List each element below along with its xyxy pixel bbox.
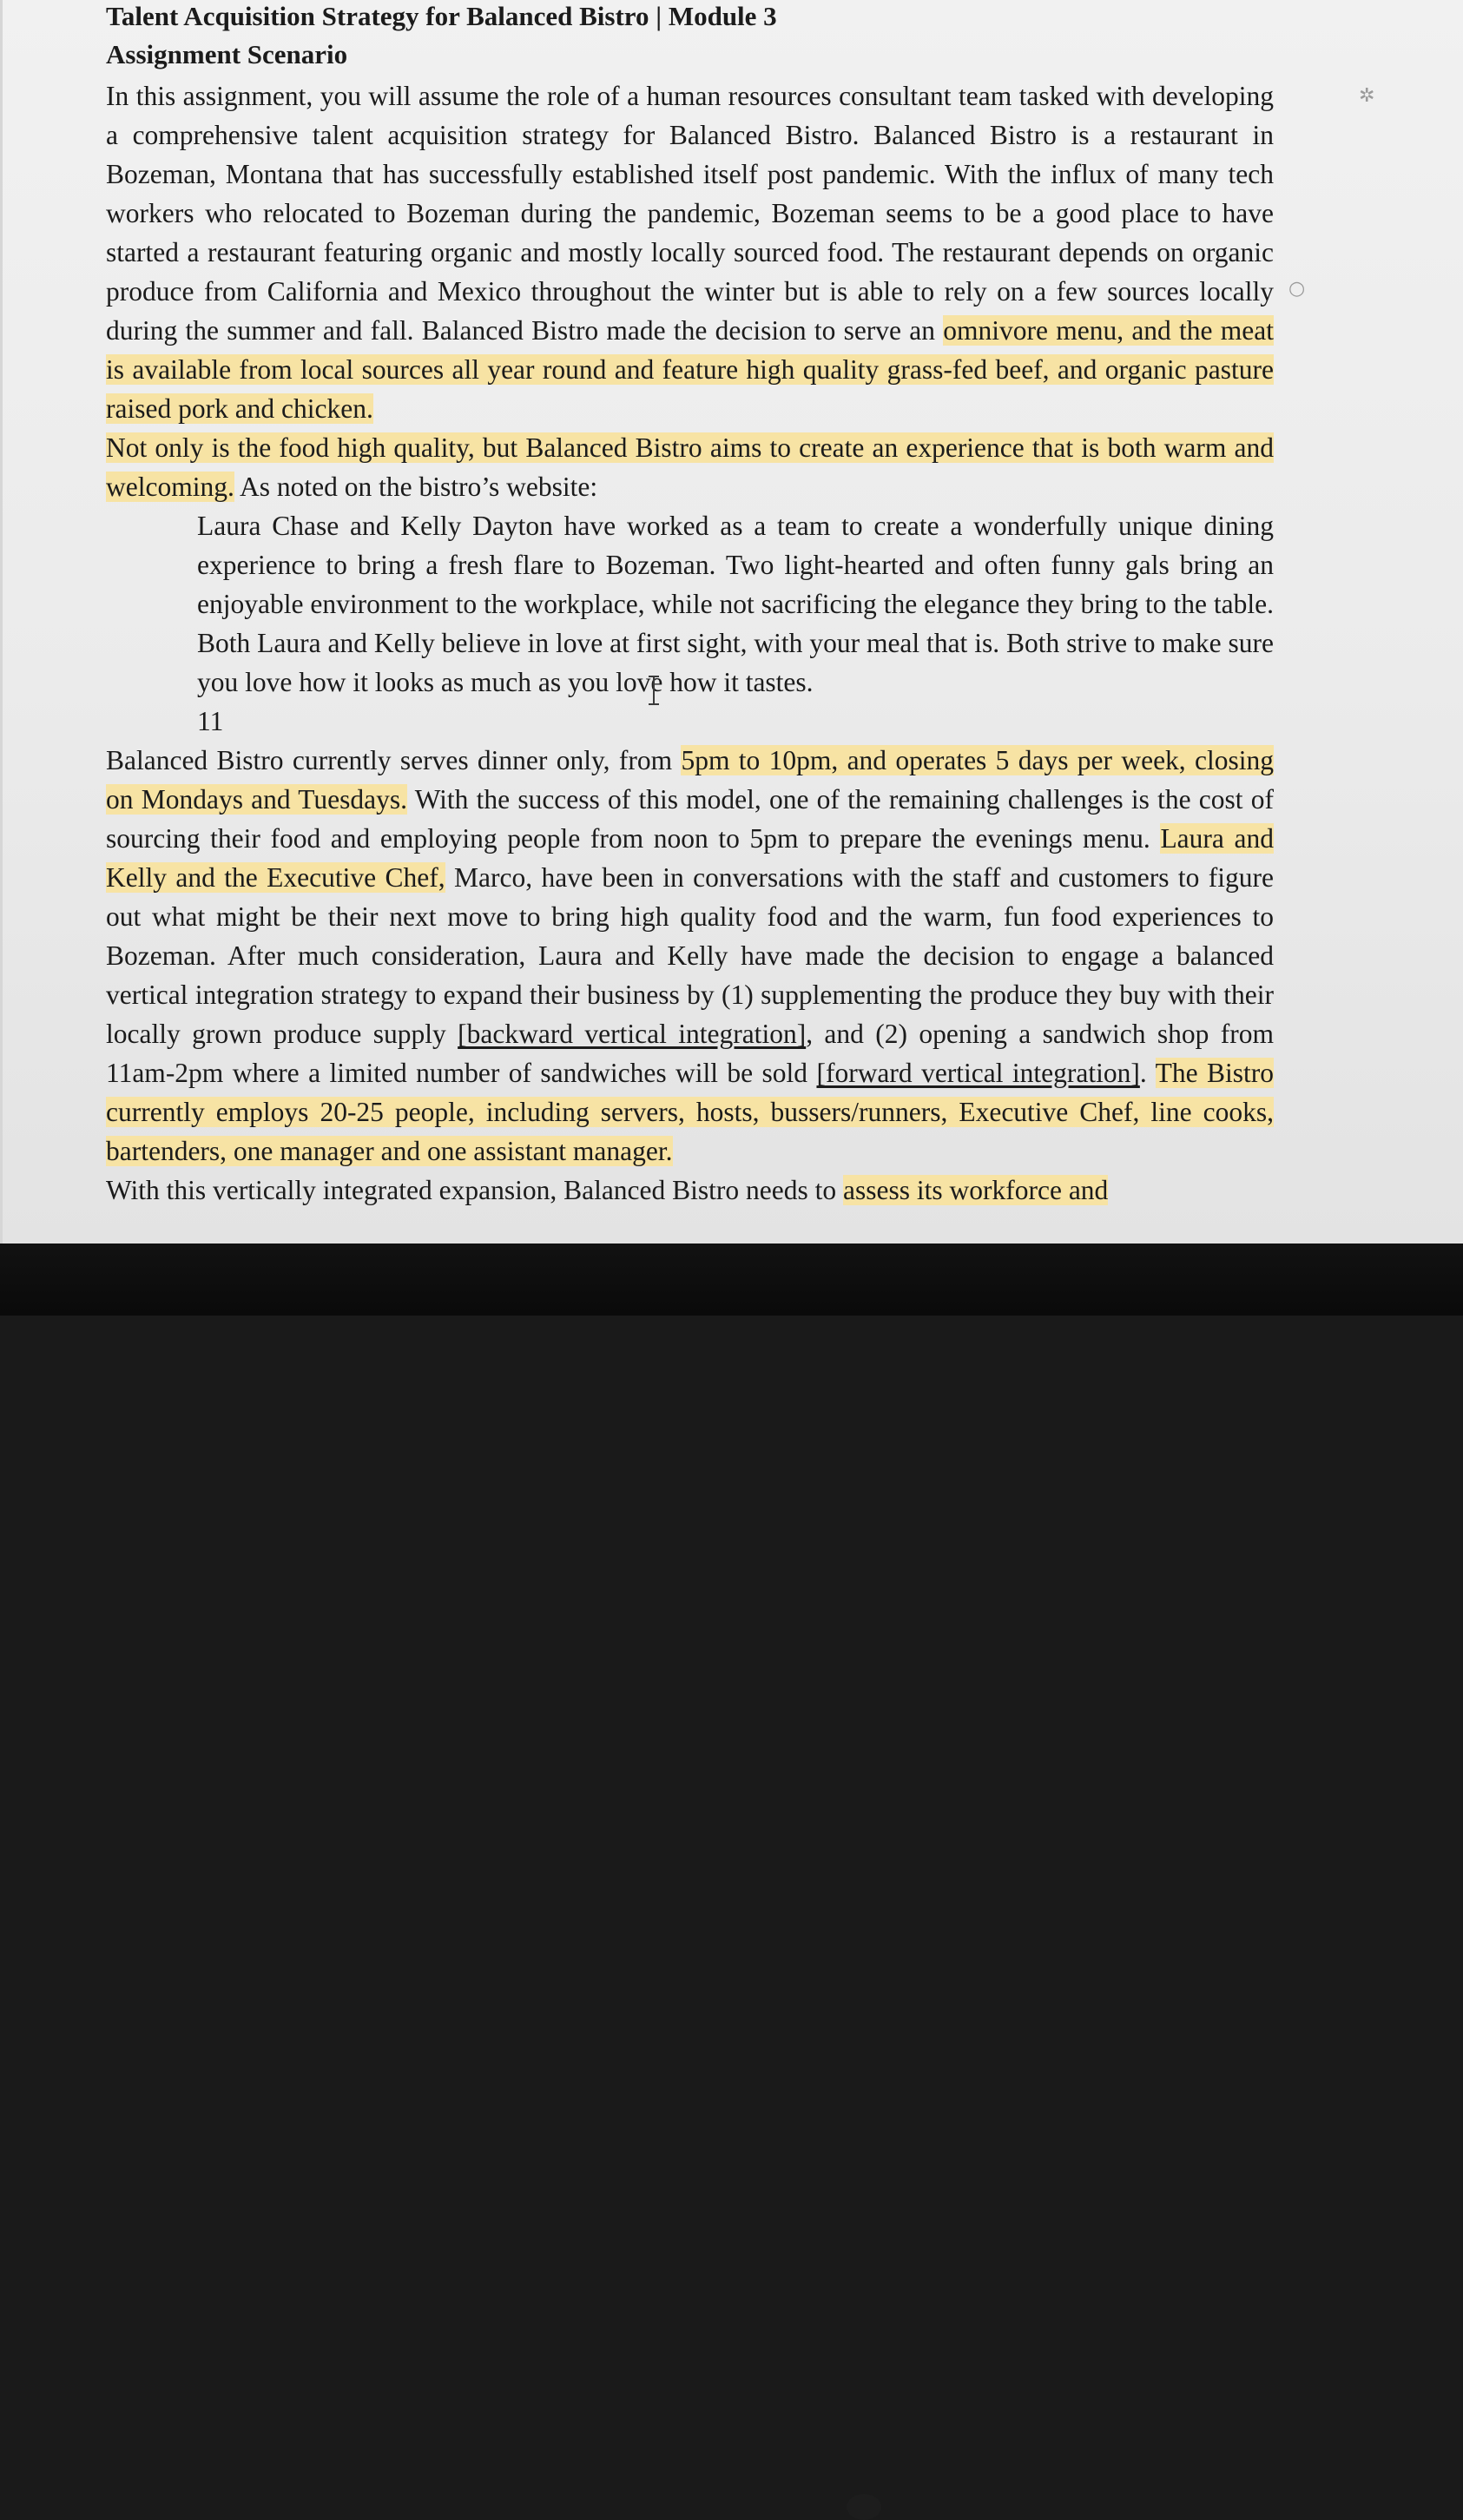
document-title: Talent Acquisition Strategy for Balanced Bistro | Module 3 <box>106 1 777 31</box>
underlined-term: [forward vertical integration] <box>816 1058 1140 1088</box>
screen <box>0 0 1463 1244</box>
paragraph-text: In this assignment, you will assume the role of a human resources consultant team tasked with developing a comprehensive talent acquisition strategy for Balanced Bistro. Balanced Bistro is a restaurant in Bozeman, Montana that has successfully established itself post pandemic. With the influx of many tech workers who relocated to Bozeman during the pandemic, Bozeman seems to be a good place to have started a restaurant featuring organic and mostly locally sourced food. The restaurant depends on organic produce from California and Mexico throughout the winter but is able to rely on a few sources locally during the summer and fall. Balanced Bistro made the decision to serve an <box>106 81 1274 346</box>
highlighted-text: Not only is the food high quality, but Balanced Bistro aims to create an experience that is both warm and welcoming. <box>106 432 1274 502</box>
website-quote: Laura Chase and Kelly Dayton have worked as a team to create a wonderfully unique dining experience to bring a fresh flare to Bozeman. Two light-hearted and often funny gals bring an enjoyable environment to the workplace, while not sacrificing the elegance they bring to the table. Both Laura and Kelly believe in love at first sight, with your meal that is. Both strive to make sure you love how it looks as much as you love how it tastes. <box>197 511 1274 697</box>
text-cursor-icon <box>653 676 667 705</box>
monitor-bezel <box>0 1244 1463 1316</box>
highlighted-text: and the meat is available from local sources all year round and feature high quality grass-fed beef, and organic pasture raised pork and chicken. <box>106 315 1274 424</box>
paragraph-text: With the success of this model, one of the remaining challenges is the cost of sourcing their food and employing people from noon to 5pm to prepare the evenings menu. <box>106 784 1275 854</box>
highlighted-text: 5pm to 10pm, and operates 5 days per week, closing on Mondays and Tuesdays. <box>106 745 1274 815</box>
footnote-number: 11 <box>197 706 224 736</box>
paragraph-text: With this vertically integrated expansion, Balanced Bistro needs to <box>106 1175 844 1205</box>
paragraph-text: Balanced Bistro currently serves dinner only, from <box>106 745 682 775</box>
screen-edge <box>0 0 3 1244</box>
highlighted-text: assess its workforce and <box>843 1175 1109 1205</box>
paragraph-text: Marco, have been in conversations with the staff and customers to figure out what might be their next move to bring high quality food and the warm, fun food experiences to Bozeman. After much consideration, Laura and Kelly have made the decision to engage a balanced vertical integration strategy to expand their business by (1) supplementing the produce they buy with their locally grown produce supply <box>106 862 1274 1049</box>
highlighted-text: Laura and Kelly and the Executive Chef, <box>106 823 1274 893</box>
bezel-logo-icon <box>847 2494 881 2520</box>
underlined-term: [backward vertical integration] <box>458 1019 807 1049</box>
highlighted-text: omnivore menu <box>943 315 1117 346</box>
paragraph-expansion <box>106 1171 1274 1210</box>
section-heading: Assignment Scenario <box>106 39 348 69</box>
paragraph-intro <box>106 76 1274 428</box>
paragraph-experience <box>106 428 1274 506</box>
paragraph-operations <box>106 741 1274 1171</box>
paragraph-text: , and (2) opening a sandwich shop from 11am-2pm where a limited number of sandwiches will be sold <box>106 1019 1275 1088</box>
paragraph-text: . <box>1139 1058 1156 1088</box>
paragraph-text: , <box>1117 315 1132 346</box>
document-page <box>106 0 1274 1210</box>
margin-mark-icon: ○ <box>1288 278 1306 300</box>
highlighted-text: The Bistro currently employs 20-25 people, including servers, hosts, bussers/runners, Executive Chef, line cooks, bartenders, one manager and one assistant manager. <box>106 1058 1274 1166</box>
margin-mark-icon: ✲ <box>1359 85 1375 107</box>
paragraph-text: As noted on the bistro’s website: <box>234 472 598 502</box>
